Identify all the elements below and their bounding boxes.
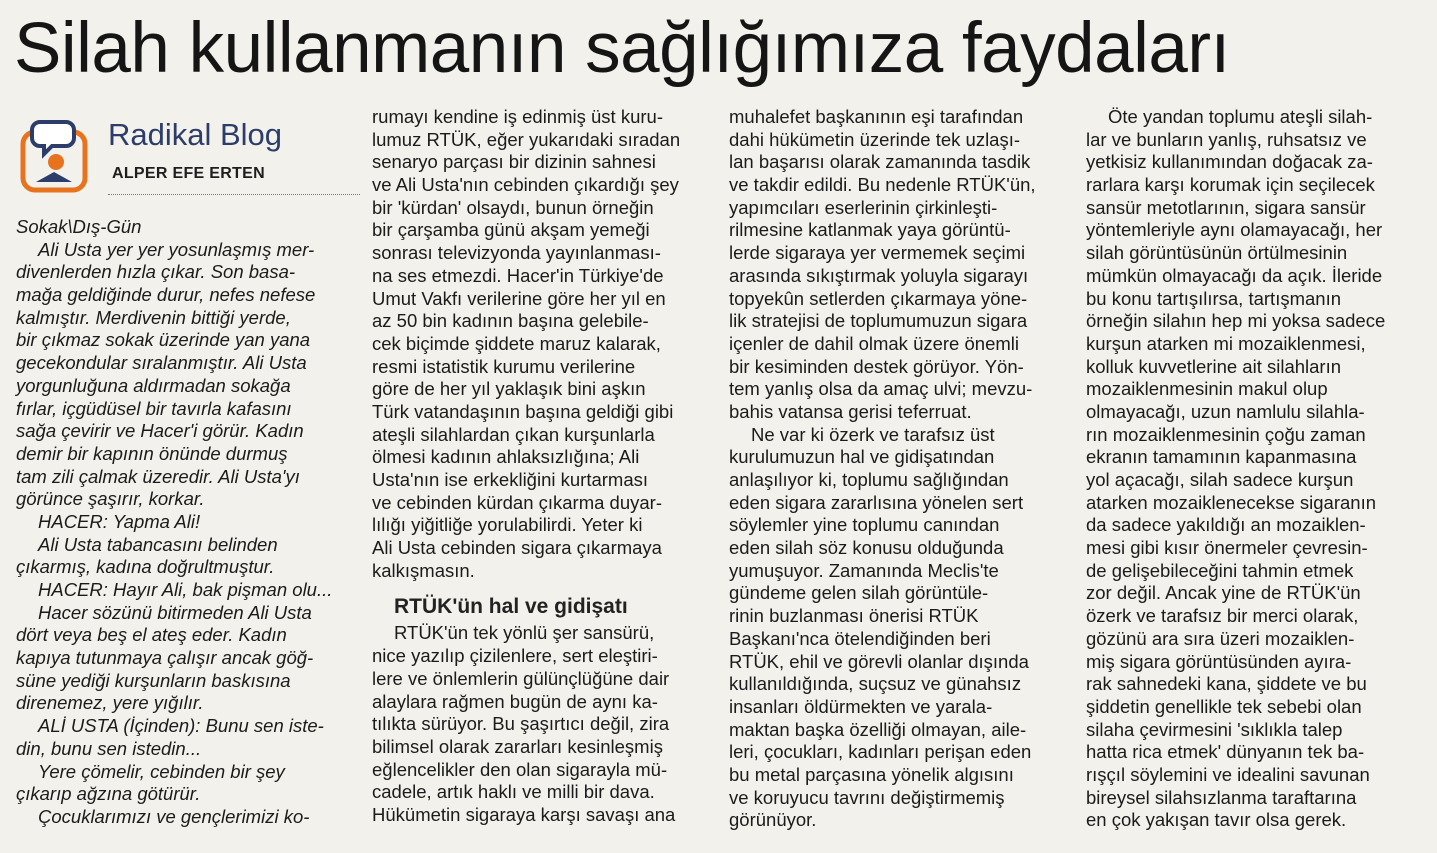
text-line: hatta rica etmek' dünyanın tek ba-: [1086, 741, 1365, 763]
text-line: RTÜK, ehil ve görevli olanlar dışında: [729, 650, 1029, 672]
text-line: göre de her yıl yaklaşık bini aşkın: [372, 378, 646, 400]
text-line: bu metal parçasına yönelik algısını: [729, 763, 1014, 785]
text-line: yöntemleriyle aynı olamayacağı, her: [1086, 219, 1383, 241]
text-line: eğlencelikler den olan sigarayla mü-: [372, 758, 668, 780]
text-line: tılıkta sürüyor. Bu şaşırtıcı değil, zira: [372, 713, 670, 735]
text-line: de gelişebileceğini tahmin etmek: [1086, 559, 1354, 581]
text-line: Hacer sözünü bitirmeden Ali Usta: [38, 601, 312, 623]
text-line: ve koruyucu tavrını değiştirmemiş: [729, 786, 1005, 808]
text-line: divenlerden hızla çıkar. Son basa-: [16, 261, 296, 283]
text-line: en çok yakışan tavır olsa gerek.: [1086, 809, 1347, 831]
text-line: çıkarmış, kadına doğrultmuştur.: [16, 556, 275, 578]
speech-bubble-logo-icon: [20, 116, 90, 194]
text-line: lere ve önlemlerin gülünçlüğüne dair: [372, 667, 670, 689]
text-line: mağa geldiğinde durur, nefes nefese: [16, 284, 316, 306]
text-line: Ali Usta cebinden sigara çıkarmaya: [372, 537, 662, 559]
text-line: rumayı kendine iş edinmiş üst kuru-: [372, 106, 663, 127]
text-line: topyekûn setlerden çıkarmaya yöne-: [729, 287, 1028, 309]
headline: Silah kullanmanın sağlığımıza faydaları: [14, 9, 1230, 88]
text-line: anlaşılıyor ki, toplumu sağlığından: [729, 469, 1009, 490]
text-line: ve takdir edildi. Bu nedenle RTÜK'ün,: [729, 174, 1036, 196]
text-line: zor değil. Ancak yine de RTÜK'ün: [1086, 582, 1361, 604]
text-line: görünce şaşırır, korkar.: [16, 488, 205, 510]
text-line: muhalefet başkanının eşi tarafından: [729, 106, 1024, 127]
text-line: dahi hükümetin üzerinde tek uzlaşı-: [729, 128, 1021, 150]
text-line: bu konu tartışılırsa, tartışmanın: [1086, 287, 1341, 309]
text-line: arasında sıkıştırmak yoluyla sigarayı: [729, 264, 1029, 286]
text-line: kullanıldığında, suçsuz ve günahsız: [729, 673, 1022, 695]
text-line: silah görüntüsünün örtülmesinin: [1086, 242, 1348, 264]
text-line: rilmesine katlanmak yaya görüntü-: [729, 219, 1011, 241]
text-line: çıkarıp ağzına götürür.: [16, 783, 201, 805]
text-line: bireysel silahsızlanma taraftarına: [1086, 786, 1357, 808]
text-line: süne yediği kurşunların baskısına: [16, 669, 291, 691]
section-subheading: RTÜK'ün hal ve gidişatı: [394, 595, 628, 619]
text-line: da sadece yakıldığı an mozaiklen-: [1086, 514, 1366, 536]
text-line: na ses etmezdi. Hacer'in Türkiye'de: [372, 264, 664, 286]
text-line: ölmesi kadının ahlaksızlığına; Ali: [372, 446, 640, 468]
article-column-3: [729, 106, 1059, 832]
article-column-2: [372, 106, 702, 827]
text-line: demir bir kapının önünde durmuş: [16, 442, 288, 464]
text-line: miş sigara görüntüsünden ayıra-: [1086, 650, 1352, 672]
text-line: örneğin silahın hep mi yoksa sadece: [1086, 310, 1386, 332]
text-line: tem yanlış olsa da amaç ulvi; mevzu-: [729, 378, 1033, 400]
text-line: tam zili çalmak üzeredir. Ali Usta'yı: [16, 465, 300, 487]
text-line: silaha çevirmesini 'sıklıkla talep: [1086, 718, 1343, 740]
text-line: resmi istatistik kurumu verilerine: [372, 355, 636, 377]
text-line: Çocuklarımızı ve gençlerimizi ko-: [38, 805, 310, 827]
text-line: rak sahnedeki kana, şiddete ve bu: [1086, 673, 1367, 695]
text-line: cek biçimde şiddete maruz kalarak,: [372, 332, 661, 354]
text-line: sağa çevirir ve Hacer'i görür. Kadın: [16, 420, 304, 442]
text-line: kalkışmasın.: [372, 559, 475, 581]
text-line: ALİ USTA (İçinden): Bunu sen iste-: [38, 715, 324, 737]
text-line: rarlara karşı korumak için seçilecek: [1086, 174, 1375, 196]
text-line: Ali Usta tabancasını belinden: [38, 533, 278, 555]
text-line: insanları öldürmekten ve yarala-: [729, 695, 993, 717]
text-line: kurşun atarken mi mozaiklenmesi,: [1086, 332, 1366, 354]
text-line: mozaiklenmesinin makul olup: [1086, 378, 1328, 400]
text-line: lumuz RTÜK, eğer yukarıdaki sıradan: [372, 128, 681, 150]
text-line: Sokak\Dış-Gün: [16, 216, 142, 237]
text-line: eden sigara zararlısına yönelen sert: [729, 491, 1024, 513]
text-line: alaylara rağmen bugün de aynı ka-: [372, 690, 658, 712]
text-line: bir çıkmaz sokak üzerinde yan yana: [16, 329, 311, 351]
text-line: Türk vatandaşının başına geldiği gibi: [372, 400, 674, 422]
text-line: söylemler yine toplumu canından: [729, 514, 1000, 536]
text-line: gözünü ara sıra üzeri mozaiklen-: [1086, 627, 1355, 649]
text-line: görünüyor.: [729, 809, 817, 831]
text-line: lılığı yiğitliğe yorulabilirdi. Yeter ki: [372, 514, 643, 536]
author-name: ALPER EFE ERTEN: [112, 165, 265, 182]
text-line: ekranın tamamının kapanmasına: [1086, 446, 1357, 468]
text-line: bir 'kürdan' olsaydı, bunun örneğin: [372, 196, 654, 218]
text-line: mesi gibi kısır önermeler çevresin-: [1086, 537, 1368, 559]
text-line: RTÜK'ün tek yönlü şer sansürü,: [394, 622, 655, 644]
text-line: kapıya tutunmaya çalışır ancak göğ-: [16, 647, 314, 669]
text-line: leri, çocukları, kadınları perişan eden: [729, 741, 1032, 763]
article-column-4: [1086, 106, 1421, 832]
text-line: HACER: Yapma Ali!: [38, 510, 201, 532]
text-line: yumuşuyor. Zamanında Meclis'te: [729, 559, 999, 581]
article-column-1: [16, 216, 346, 829]
text-line: lerde sigaraya yer vermemek seçimi: [729, 242, 1026, 264]
text-line: lik stratejisi de toplumumuzun sigara: [729, 310, 1028, 332]
text-line: kolluk kuvvetlerine ait silahların: [1086, 355, 1342, 377]
text-line: içenler de dahil olmak üzere önemli: [729, 332, 1019, 354]
text-line: lan başarısı olarak zamanında tasdik: [729, 151, 1031, 173]
text-line: sansür metotlarının, sigara sansür: [1086, 196, 1366, 218]
blog-name: Radikal Blog: [108, 117, 283, 152]
text-line: olmayacağı, uzun namlulu silahla-: [1086, 400, 1365, 422]
text-line: Hükümetin sigaraya karşı savaşı ana: [372, 803, 676, 825]
text-line: bir çarşamba günü akşam yemeği: [372, 219, 650, 241]
text-line: bahis vatansa gerisi teferruat.: [729, 400, 972, 422]
text-line: Başkanı'nca ötelendiğinden beri: [729, 627, 991, 649]
text-line: gecekondular sıralanmıştır. Ali Usta: [16, 352, 307, 374]
text-line: kurulumuzun hal ve gidişatından: [729, 446, 995, 468]
text-line: ve Ali Usta'nın cebinden çıkardığı şey: [372, 174, 679, 196]
text-line: bir kesiminden destek görüyor. Yön-: [729, 355, 1024, 377]
text-line: ve cebinden kürdan çıkarma duyar-: [372, 491, 662, 513]
text-line: gündeme gelen silah görüntüle-: [729, 582, 989, 604]
text-line: az 50 bin kadının başına gelebile-: [372, 310, 649, 332]
text-line: atarken mozaiklenecekse sigaranın: [1086, 491, 1376, 513]
text-line: din, bunu sen istedin...: [16, 737, 202, 759]
text-line: HACER: Hayır Ali, bak pişman olu...: [38, 579, 333, 600]
text-line: Ali Usta yer yer yosunlaşmış mer-: [38, 238, 315, 260]
text-line: sonrası televizyonda yayınlanması-: [372, 242, 661, 264]
blog-byline: [16, 110, 346, 198]
text-line: Usta'nın ise erkekliğini kurtarması: [372, 469, 648, 490]
text-line: Umut Vakfı verilerine göre her yıl en: [372, 287, 666, 309]
text-line: eden silah söz konusu olduğunda: [729, 537, 1004, 559]
text-line: bilimsel olarak zararları kesinleşmiş: [372, 735, 663, 757]
text-line: nice yazılıp çizilenlere, sert eleştiri-: [372, 645, 658, 667]
text-line: özerk ve tarafsız bir merci olarak,: [1086, 605, 1359, 627]
text-line: rışçıl söylemini ve idealini savunan: [1086, 763, 1370, 785]
text-line: şiddetin genellikle tek sebebi olan: [1086, 695, 1362, 717]
text-line: ateşli silahlardan çıkan kurşunlarla: [372, 423, 655, 445]
text-line: lar ve bunların yanlış, ruhsatsız ve: [1086, 128, 1367, 150]
text-line: Ne var ki özerk ve tarafsız üst: [751, 423, 995, 445]
text-line: rinin buzlanması önerisi RTÜK: [729, 605, 979, 627]
text-line: fırlar, içgüdüsel bir tavırla kafasını: [16, 397, 292, 419]
text-line: direnemez, yere yığılır.: [16, 692, 204, 714]
text-line: dört veya beş el ateş eder. Kadın: [16, 624, 287, 646]
text-line: cadele, artık haklı ve milli bir dava.: [372, 781, 655, 803]
text-line: yetkisiz kullanımından doğacak za-: [1086, 151, 1373, 173]
text-line: yorgunluğuna aldırmadan sokağa: [16, 374, 291, 396]
text-line: senaryo parçası bir dizinin sahnesi: [372, 151, 656, 173]
text-line: Öte yandan toplumu ateşli silah-: [1108, 106, 1373, 127]
text-line: rın mozaiklenmesinin çoğu zaman: [1086, 423, 1366, 445]
text-line: yol açacağı, silah sadece kurşun: [1086, 469, 1354, 490]
divider: [108, 194, 360, 195]
text-line: kalmıştır. Merdivenin bittiği yerde,: [16, 306, 291, 328]
text-line: maktan başka özelliği olmayan, aile-: [729, 718, 1027, 740]
text-line: mümkün olmayacağı da açık. İleride: [1086, 264, 1383, 286]
text-line: yapımcıları eserlerinin çirkinleşti-: [729, 196, 998, 218]
text-line: Yere çömelir, cebinden bir şey: [38, 760, 285, 782]
